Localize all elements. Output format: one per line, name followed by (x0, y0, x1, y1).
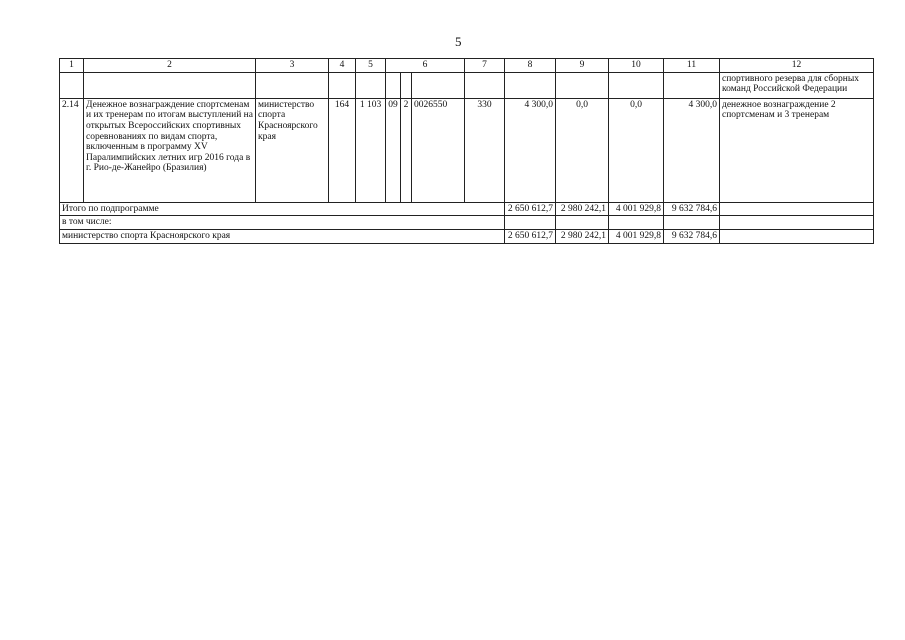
row-csr-b: 2 (401, 98, 412, 202)
ministry-year-8: 2 650 612,7 (505, 229, 556, 243)
col-num-12: 12 (720, 59, 874, 73)
col-num-8: 8 (505, 59, 556, 73)
row-rzpr: 1 103 (356, 98, 386, 202)
total-label: Итого по подпрограмме (60, 202, 505, 216)
table-row (60, 98, 874, 202)
col-num-4: 4 (329, 59, 356, 73)
total-year-11: 9 632 784,6 (664, 202, 720, 216)
col-num-6: 6 (386, 59, 465, 73)
col-num-10: 10 (609, 59, 664, 73)
continuation-row (60, 72, 874, 98)
column-number-row (60, 59, 874, 73)
row-grbs: 164 (329, 98, 356, 202)
row-csr-c: 0026550 (412, 98, 465, 202)
ministry-year-10: 4 001 929,8 (609, 229, 664, 243)
including-label: в том числе: (60, 216, 505, 230)
row-csr-a: 09 (386, 98, 401, 202)
row-executor: министерство спорта Красноярского края (256, 98, 329, 202)
page-number: 5 (455, 34, 462, 49)
total-year-10: 4 001 929,8 (609, 202, 664, 216)
ministry-total-row (60, 229, 874, 243)
row-year-8: 4 300,0 (505, 98, 556, 202)
row-vr: 330 (465, 98, 505, 202)
row-year-10: 0,0 (609, 98, 664, 202)
col-num-7: 7 (465, 59, 505, 73)
col-num-3: 3 (256, 59, 329, 73)
col-num-11: 11 (664, 59, 720, 73)
col-num-2: 2 (84, 59, 256, 73)
total-year-8: 2 650 612,7 (505, 202, 556, 216)
col-num-5: 5 (356, 59, 386, 73)
budget-table (59, 58, 874, 244)
row-name: Денежное вознаграждение спортсменам и их тренерам по итогам выступлений на открытых Всероссийских спортивных соревнованиях по видам спорта, включенным в программу XV Паралимпийских летних игр 2016 года в г. Рио-де-Жанейро (Бразилия) (84, 98, 256, 202)
col-num-1: 1 (60, 59, 84, 73)
continuation-result-cell: спортивного резерва для сборных команд Российской Федерации (720, 72, 874, 98)
including-row (60, 216, 874, 230)
total-row (60, 202, 874, 216)
col-num-9: 9 (556, 59, 609, 73)
row-result: денежное вознаграждение 2 спортсменам и 3 тренерам (720, 98, 874, 202)
row-number: 2.14 (60, 98, 84, 202)
row-year-9: 0,0 (556, 98, 609, 202)
row-year-11: 4 300,0 (664, 98, 720, 202)
ministry-total-label: министерство спорта Красноярского края (60, 229, 505, 243)
ministry-year-11: 9 632 784,6 (664, 229, 720, 243)
ministry-year-9: 2 980 242,1 (556, 229, 609, 243)
total-year-9: 2 980 242,1 (556, 202, 609, 216)
